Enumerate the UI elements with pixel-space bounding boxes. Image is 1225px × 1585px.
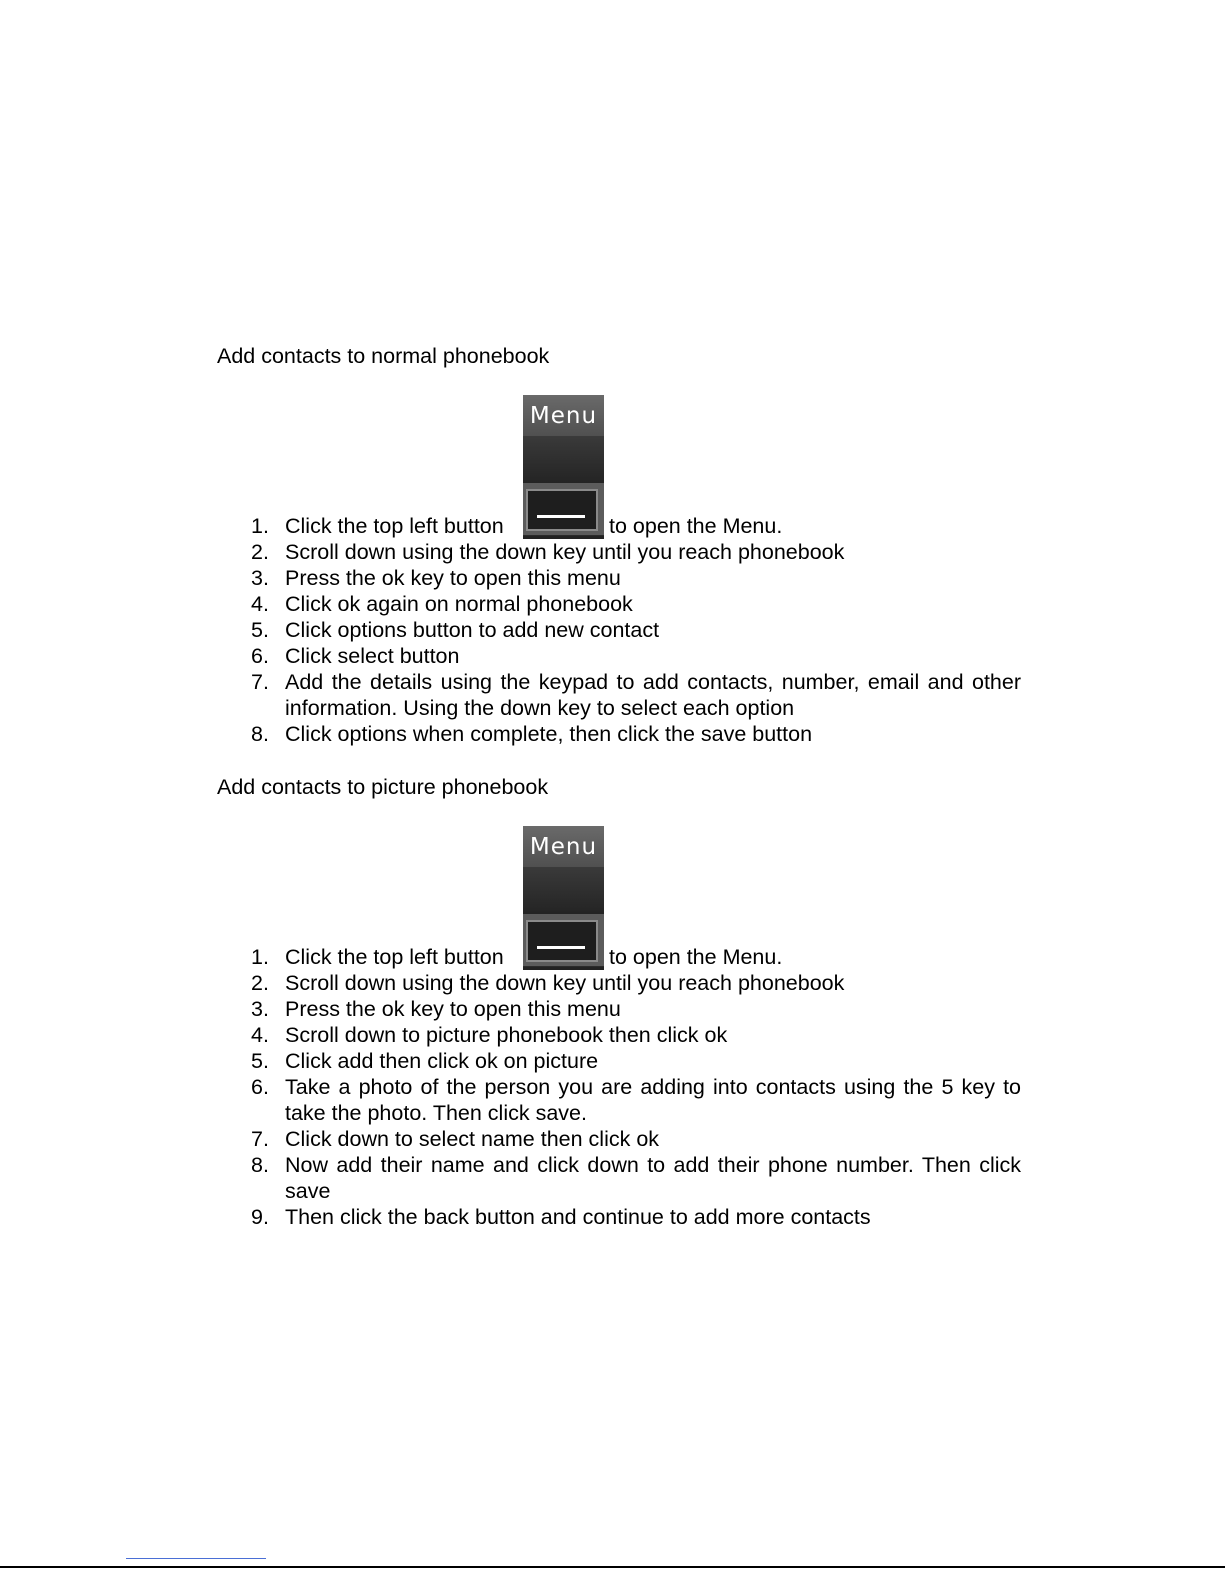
step-number: 2. (251, 540, 269, 564)
step-number: 5. (251, 618, 269, 642)
step-number: 2. (251, 971, 269, 995)
list-item (0, 1126, 1225, 1152)
section-heading-normal-phonebook: Add contacts to normal phonebook (217, 344, 550, 368)
list-item (0, 669, 1225, 721)
list-item (0, 1152, 1225, 1204)
list-item (0, 1204, 1225, 1230)
list-item (0, 970, 1225, 996)
list-item (0, 1022, 1225, 1048)
menu-key-screen (523, 867, 604, 914)
step-text: Click ok again on normal phonebook (285, 592, 633, 616)
step-text: Scroll down to picture phonebook then click ok (285, 1023, 728, 1047)
footnote-separator (126, 1558, 266, 1559)
step-text: Press the ok key to open this menu (285, 566, 621, 590)
step-text: to open the Menu. (609, 514, 783, 538)
step-text: Add the details using the keypad to add contacts, number, email and other information. Using the down key to select each option (285, 670, 1021, 720)
step-text: Then click the back button and continue to add more contacts (285, 1205, 871, 1229)
step-number: 7. (251, 670, 269, 694)
list-item (0, 721, 1225, 747)
step-number: 3. (251, 566, 269, 590)
list-item (0, 513, 1225, 539)
list-item (0, 591, 1225, 617)
step-text: Click options when complete, then click the save button (285, 722, 813, 746)
step-text: Click the top left button (285, 945, 504, 969)
list-item (0, 565, 1225, 591)
list-item (0, 539, 1225, 565)
step-number: 6. (251, 644, 269, 668)
step-number: 8. (251, 1153, 269, 1177)
step-number: 4. (251, 1023, 269, 1047)
step-text: Click select button (285, 644, 460, 668)
section-heading-picture-phonebook: Add contacts to picture phonebook (217, 775, 549, 799)
menu-key-label: Menu (529, 834, 598, 860)
step-number: 9. (251, 1205, 269, 1229)
step-text: Take a photo of the person you are adding into contacts using the 5 key to take the photo. Then click save. (285, 1075, 1021, 1125)
step-text: Click add then click ok on picture (285, 1049, 599, 1073)
list-item (0, 617, 1225, 643)
step-number: 7. (251, 1127, 269, 1151)
list-item (0, 1048, 1225, 1074)
step-text: Now add their name and click down to add their phone number. Then click save (285, 1153, 1021, 1203)
step-number: 4. (251, 592, 269, 616)
step-text: to open the Menu. (609, 945, 783, 969)
step-number: 1. (251, 945, 269, 969)
step-number: 8. (251, 722, 269, 746)
step-text: Click the top left button (285, 514, 504, 538)
menu-key-screen (523, 436, 604, 483)
list-item (0, 996, 1225, 1022)
step-text: Press the ok key to open this menu (285, 997, 621, 1021)
step-text: Click options button to add new contact (285, 618, 660, 642)
step-text: Scroll down using the down key until you reach phonebook (285, 971, 845, 995)
step-text: Scroll down using the down key until you reach phonebook (285, 540, 845, 564)
step-number: 3. (251, 997, 269, 1021)
list-item (0, 1074, 1225, 1126)
list-item (0, 944, 1225, 970)
step-text: Click down to select name then click ok (285, 1127, 660, 1151)
step-number: 5. (251, 1049, 269, 1073)
menu-key-label: Menu (529, 403, 598, 429)
step-number: 6. (251, 1075, 269, 1099)
step-number: 1. (251, 514, 269, 538)
page-bottom-border (0, 1566, 1225, 1568)
list-item (0, 643, 1225, 669)
